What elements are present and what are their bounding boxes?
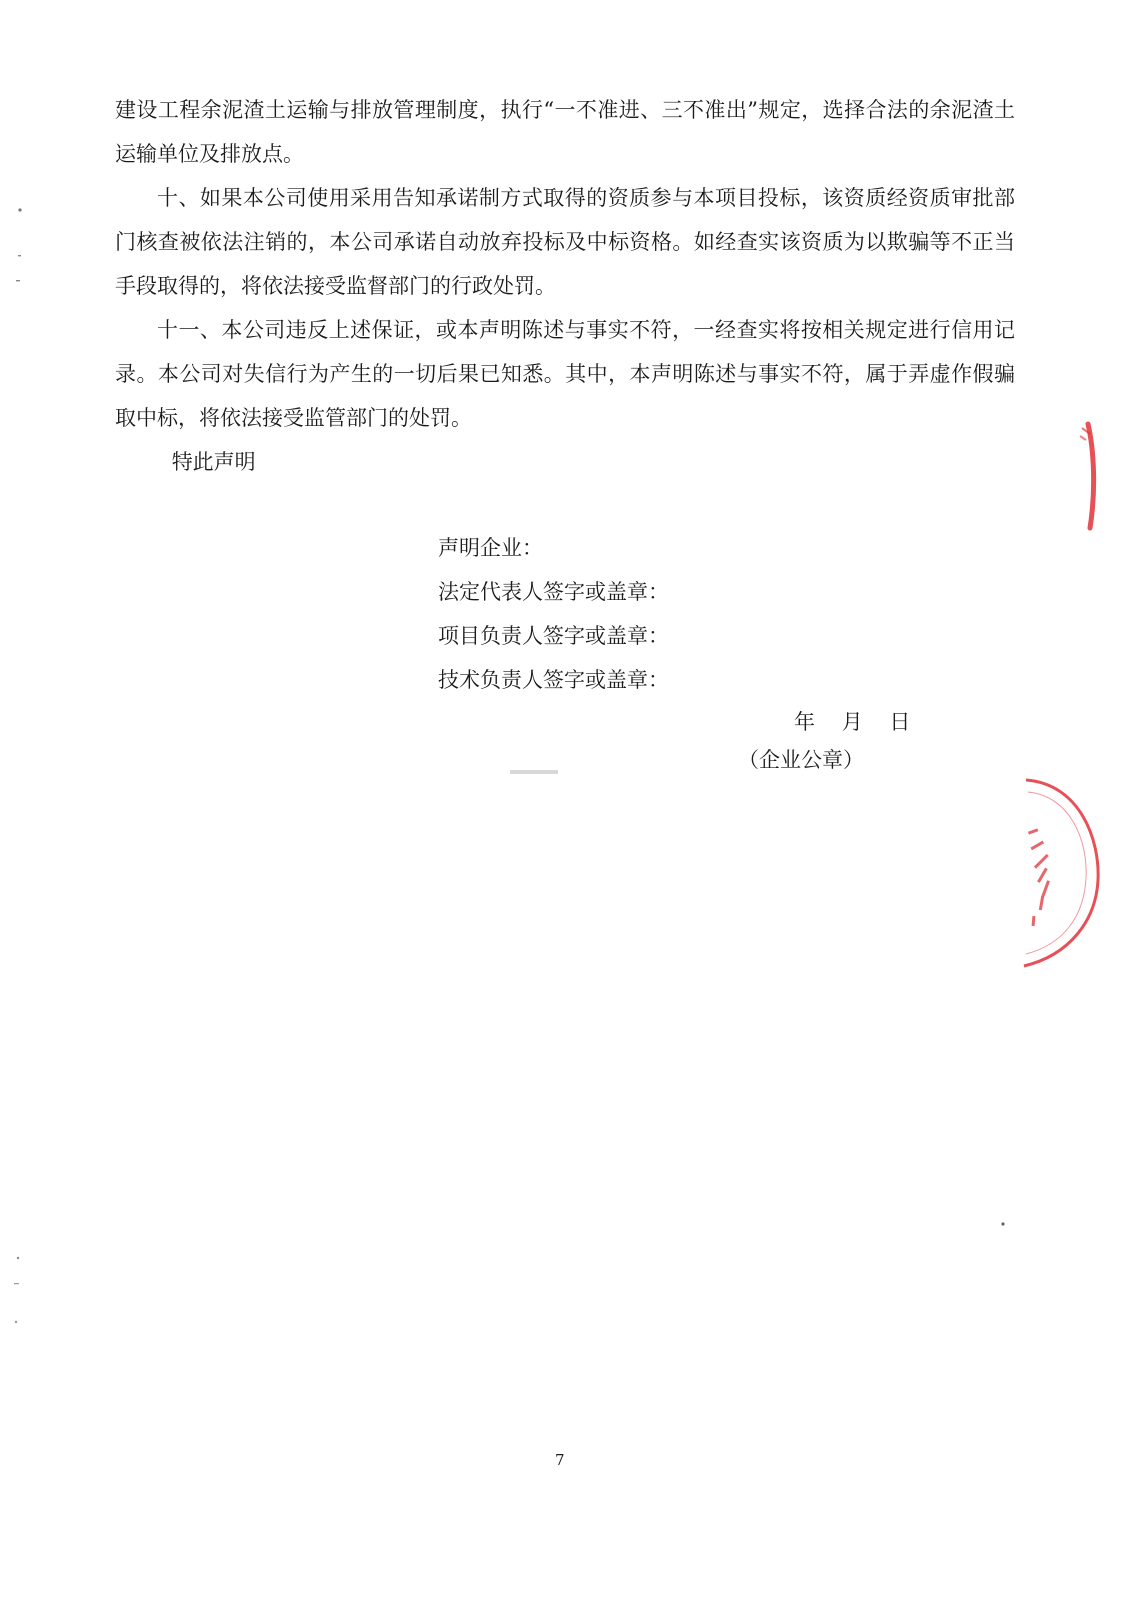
project-lead-signature-label: 项目负责人签字或盖章： [438,624,669,648]
paragraph-clause-10: 十、如果本公司使用采用告知承诺制方式取得的资质参与本项目投标，该资质经资质审批部门核查被依法注销的，本公司承诺自动放弃投标及中标资格。如经查实该资质为以欺骗等不正当手段取得的，将依法接受监督部门的行政处罚。 [115,186,1015,298]
company-seal-note: （企业公章） [738,748,864,772]
seal-fragment-top [1060,420,1100,550]
tech-lead-signature-label: 技术负责人签字或盖章： [438,668,669,692]
seal-lettering-marks [1028,828,1050,926]
paragraph-clause-11: 十一、本公司违反上述保证，或本声明陈述与事实不符，一经查实将按相关规定进行信用记录。本公司对失信行为产生的一切后果已知悉。其中，本声明陈述与事实不符，属于弄虚作假骗取中标，将依法接受监管部门的处罚。 [115,318,1015,430]
declaring-company-label: 声明企业： [438,536,543,560]
signature-block [438,526,669,702]
date-line: 年 月 日 [794,710,911,734]
closing-statement: 特此声明 [171,450,256,474]
page-number: 7 [555,1451,565,1469]
document-body [115,88,1015,484]
legal-rep-signature-label: 法定代表人签字或盖章： [438,580,669,604]
seal-fragment-mid [1010,770,1131,980]
paragraph-continuation: 建设工程余泥渣土运输与排放管理制度，执行“一不准进、三不准出”规定，选择合法的余泥渣土运输单位及排放点。 [115,98,1015,166]
